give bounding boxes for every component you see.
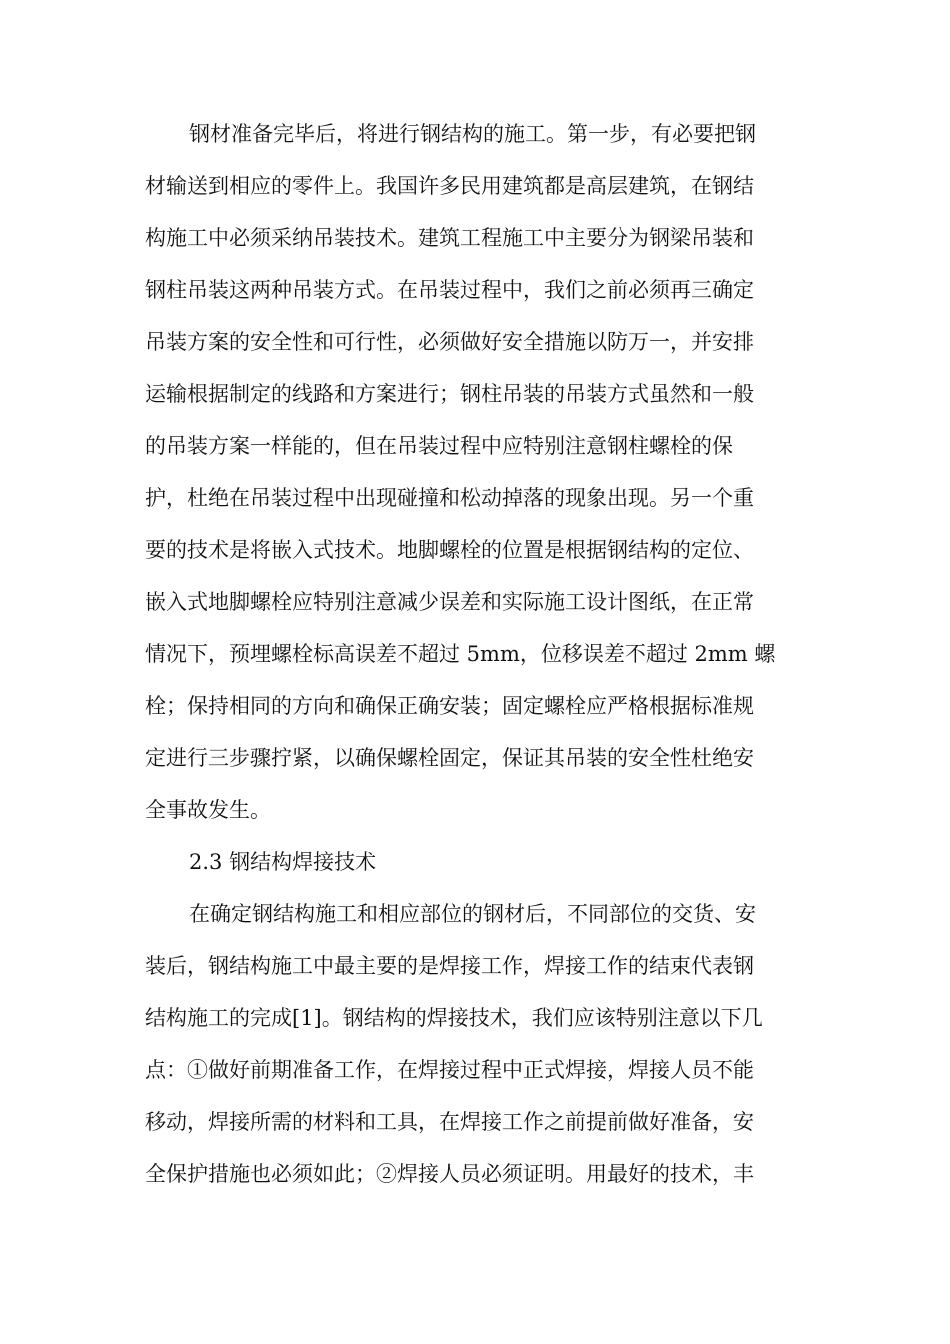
paragraph-1-line-14: 全事故发生。 (145, 798, 271, 822)
paragraph-1-line-2: 材输送到相应的零件上。我国许多民用建筑都是高层建筑，在钢结 (145, 174, 754, 198)
paragraph-1-line-10: 嵌入式地脚螺栓应特别注意减少误差和实际施工设计图纸，在正常 (145, 590, 754, 614)
paragraph-1-line-11: 情况下，预埋螺栓标高误差不超过 5mm，位移误差不超过 2mm 螺 (145, 642, 776, 666)
paragraph-1-line-4: 钢柱吊装这两种吊装方式。在吊装过程中，我们之前必须再三确定 (145, 278, 754, 302)
paragraph-1-line-1: 钢材准备完毕后，将进行钢结构的施工。第一步，有必要把钢 (189, 122, 756, 146)
paragraph-1-line-13: 定进行三步骤拧紧，以确保螺栓固定，保证其吊装的安全性杜绝安 (145, 746, 754, 770)
paragraph-2-line-4: 点：①做好前期准备工作，在焊接过程中正式焊接，焊接人员不能 (145, 1058, 754, 1082)
section-heading: 2.3 钢结构焊接技术 (189, 850, 377, 874)
paragraph-1-line-6: 运输根据制定的线路和方案进行；钢柱吊装的吊装方式虽然和一般 (145, 382, 754, 406)
paragraph-1-line-5: 吊装方案的安全性和可行性，必须做好安全措施以防万一，并安排 (145, 330, 754, 354)
paragraph-2-line-6: 全保护措施也必须如此；②焊接人员必须证明。用最好的技术，丰 (145, 1162, 754, 1186)
paragraph-1-line-9: 要的技术是将嵌入式技术。地脚螺栓的位置是根据钢结构的定位、 (145, 538, 754, 562)
paragraph-1-line-12: 栓；保持相同的方向和确保正确安装；固定螺栓应严格根据标准规 (145, 694, 754, 718)
paragraph-2-line-1: 在确定钢结构施工和相应部位的钢材后，不同部位的交货、安 (189, 902, 756, 926)
paragraph-1-line-8: 护，杜绝在吊装过程中出现碰撞和松动掉落的现象出现。另一个重 (145, 486, 754, 510)
paragraph-2-line-5: 移动，焊接所需的材料和工具，在焊接工作之前提前做好准备，安 (145, 1110, 754, 1134)
paragraph-1-line-3: 构施工中必须采纳吊装技术。建筑工程施工中主要分为钢梁吊装和 (145, 226, 754, 250)
paragraph-1-line-7: 的吊装方案一样能的，但在吊装过程中应特别注意钢柱螺栓的保 (145, 434, 733, 458)
paragraph-2-line-2: 装后，钢结构施工中最主要的是焊接工作，焊接工作的结束代表钢 (145, 954, 754, 978)
paragraph-2-line-3: 结构施工的完成[1]。钢结构的焊接技术，我们应该特别注意以下几 (145, 1006, 763, 1030)
